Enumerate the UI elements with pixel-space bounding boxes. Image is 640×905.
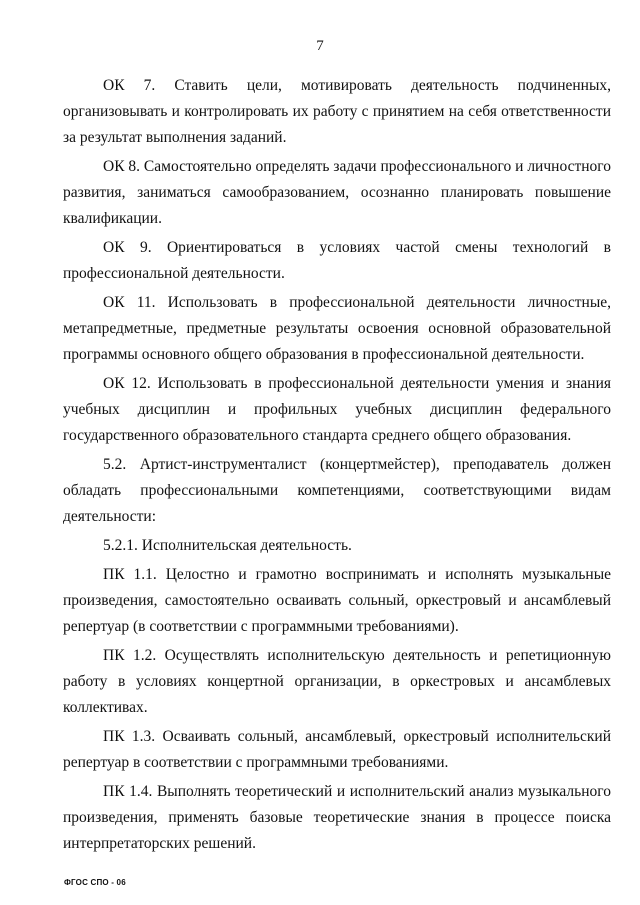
paragraph-ok-8: ОК 8. Самостоятельно определять задачи профессионального и личностного развития, заниматься самообразованием, осознанно планировать повышение квалификации. — [63, 158, 611, 227]
paragraph-ok-9: ОК 9. Ориентироваться в условиях частой смены технологий в профессиональной деятельности. — [63, 239, 611, 282]
paragraph-pk-1-1: ПК 1.1. Целостно и грамотно воспринимать и исполнять музыкальные произведения, самостоятельно осваивать сольный, оркестровый и ансамблевый репертуар (в соответствии с программными требованиями). — [63, 566, 611, 635]
paragraph-section-5-2: 5.2. Артист-инструменталист (концертмейстер), преподаватель должен обладать профессиональными компетенциями, соответствующими видам деятельности: — [63, 456, 611, 525]
paragraph-ok-11: ОК 11. Использовать в профессиональной деятельности личностные, метапредметные, предметные результаты освоения основной образовательной программы основного общего образования в профессиональной деятельности. — [63, 294, 611, 363]
paragraph-ok-12: ОК 12. Использовать в профессиональной деятельности умения и знания учебных дисциплин и профильных учебных дисциплин федерального государственного образовательного стандарта среднего общего образования. — [63, 375, 611, 444]
paragraph-pk-1-3: ПК 1.3. Осваивать сольный, ансамблевый, оркестровый исполнительский репертуар в соответствии с программными требованиями. — [63, 728, 611, 771]
page-number: 7 — [316, 38, 324, 54]
paragraph-section-5-2-1: 5.2.1. Исполнительская деятельность. — [103, 537, 352, 554]
paragraph-ok-7: ОК 7. Ставить цели, мотивировать деятельность подчиненных, организовывать и контролировать их работу с принятием на себя ответственности за результат выполнения заданий. — [63, 77, 611, 146]
page-footer: ФГОС СПО - 06 — [64, 878, 126, 887]
document-body — [63, 73, 611, 860]
paragraph-pk-1-4: ПК 1.4. Выполнять теоретический и исполнительский анализ музыкального произведения, применять базовые теоретические знания в процессе поиска интерпретаторских решений. — [63, 783, 611, 852]
paragraph-pk-1-2: ПК 1.2. Осуществлять исполнительскую деятельность и репетиционную работу в условиях концертной организации, в оркестровых и ансамблевых коллективах. — [63, 647, 611, 716]
